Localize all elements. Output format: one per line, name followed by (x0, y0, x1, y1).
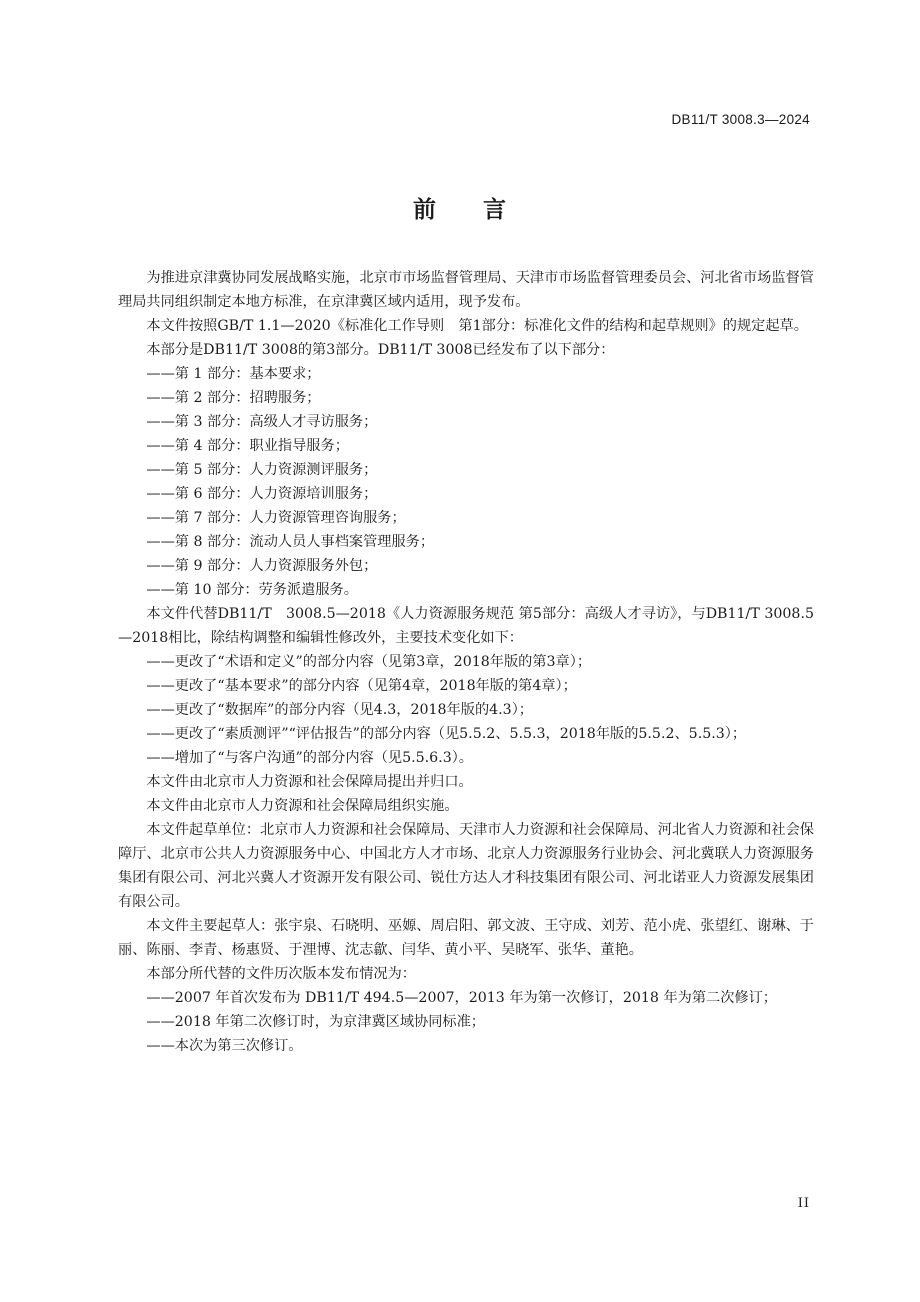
list-item: ——增加了“与客户沟通”的部分内容（见5.5.6.3）。 (146, 750, 473, 766)
foreword-body (118, 266, 814, 1058)
list-item: ——第 1 部分：基本要求； (146, 366, 321, 382)
list-item: ——第 3 部分：高级人才寻访服务； (146, 414, 378, 430)
paragraph: 本文件起草单位：北京市人力资源和社会保障局、天津市人力资源和社会保障局、河北省人力资源和社会保障厅、北京市公共人力资源服务中心、中国北方人才市场、北京人力资源服务行业协会、河北冀联人力资源服务集团有限公司、河北兴冀人才资源开发有限公司、锐仕方达人才科技集团有限公司、河北诺亚人力资源发展集团有限公司。 (118, 822, 814, 910)
title-char-1: 前 (413, 197, 437, 223)
list-item: ——第 9 部分：人力资源服务外包； (146, 558, 378, 574)
paragraph: 本文件由北京市人力资源和社会保障局组织实施。 (146, 798, 459, 814)
list-item: ——更改了“基本要求”的部分内容（见第4章，2018年版的第4章）； (146, 678, 577, 694)
list-item: ——更改了“数据库”的部分内容（见4.3，2018年版的4.3）； (146, 702, 533, 718)
list-item: ——第 6 部分：人力资源培训服务； (146, 486, 378, 502)
list-item: ——第 10 部分：劳务派遣服务。 (146, 582, 358, 598)
list-item: ——2007 年首次发布为 DB11/T 494.5—2007，2013 年为第一次修订，2018 年为第二次修订； (146, 990, 777, 1006)
list-item: ——更改了“术语和定义”的部分内容（见第3章，2018年版的第3章）； (146, 654, 592, 670)
list-item: ——第 7 部分：人力资源管理咨询服务； (146, 510, 406, 526)
document-code: DB11/T 3008.3—2024 (671, 112, 810, 127)
title-char-2: 言 (483, 197, 507, 223)
list-item: ——第 2 部分：招聘服务； (146, 390, 321, 406)
list-item: ——2018 年第二次修订时，为京津冀区域协同标准； (146, 1014, 485, 1030)
list-item: ——第 8 部分：流动人员人事档案管理服务； (146, 534, 435, 550)
page-number: II (797, 1196, 810, 1211)
paragraph: 本文件主要起草人：张宇泉、石晓明、巫嫄、周启阳、郭文波、王守成、刘芳、范小虎、张望红、谢琳、于丽、陈丽、李青、杨惠贤、于浬博、沈志歙、闫华、黄小平、吴晓军、张华、董艳。 (118, 918, 814, 958)
list-item: ——更改了“素质测评”“评估报告”的部分内容（见5.5.2、5.5.3，2018年版的5.5.2、5.5.3）； (146, 726, 747, 742)
page-title (0, 191, 920, 224)
paragraph: 本文件按照GB/T 1.1—2020《标准化工作导则 第1部分：标准化文件的结构和起草规则》的规定起草。 (146, 318, 808, 334)
paragraph: 本部分所代替的文件历次版本发布情况为： (146, 966, 416, 982)
paragraph: 本文件由北京市人力资源和社会保障局提出并归口。 (146, 774, 473, 790)
paragraph: 本文件代替DB11/T 3008.5—2018《人力资源服务规范 第5部分：高级人才寻访》，与DB11/T 3008.5—2018相比，除结构调整和编辑性修改外，主要技术变化如下： (118, 606, 814, 646)
list-item: ——第 4 部分：职业指导服务； (146, 438, 349, 454)
list-item: ——第 5 部分：人力资源测评服务； (146, 462, 378, 478)
paragraph: 为推进京津冀协同发展战略实施，北京市市场监督管理局、天津市市场监督管理委员会、河北省市场监督管理局共同组织制定本地方标准，在京津冀区域内适用，现予发布。 (118, 270, 814, 310)
paragraph: 本部分是DB11/T 3008的第3部分。DB11/T 3008已经发布了以下部分： (146, 342, 615, 358)
list-item: ——本次为第三次修订。 (146, 1038, 303, 1054)
